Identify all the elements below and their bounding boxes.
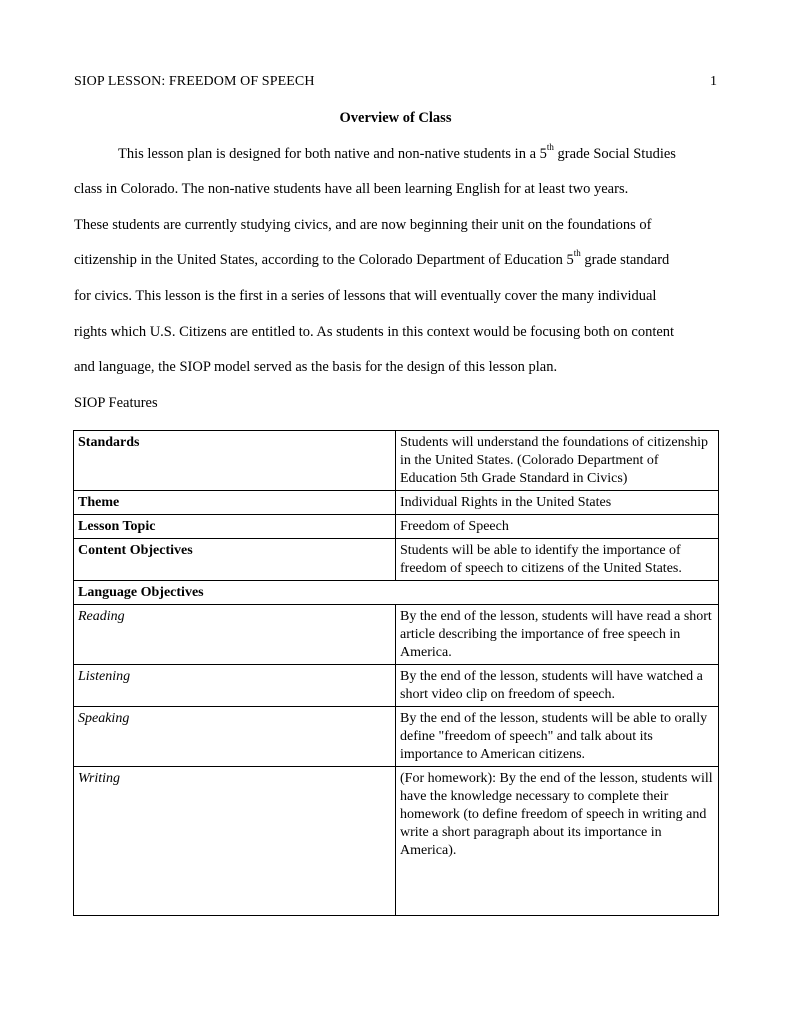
table-row [74,581,719,605]
running-title: SIOP LESSON: FREEDOM OF SPEECH [74,74,315,89]
row-value: Students will understand the foundations of citizenship in the United States. (Colorado Department of Education 5th Grade Standard in Civics) [396,431,719,491]
row-label: Listening [74,665,396,707]
row-value: By the end of the lesson, students will have watched a short video clip on freedom of speech. [396,665,719,707]
row-value: Freedom of Speech [396,515,719,539]
row-label: Writing [74,767,396,916]
line-text: citizenship in the United States, according to the Colorado Department of Education 5 [74,252,574,268]
row-value: Students will be able to identify the importance of freedom of speech to citizens of the United States. [396,539,719,581]
superscript: th [573,248,581,259]
row-value: Individual Rights in the United States [396,491,719,515]
row-label: Standards [74,431,396,491]
paragraph-line: class in Colorado. The non-native students have all been learning English for at least two years. [74,181,629,197]
row-label: Content Objectives [74,539,396,581]
row-label: Speaking [74,707,396,767]
table-row [74,605,719,665]
page-number: 1 [710,74,717,89]
paragraph-line [118,142,676,163]
row-label: Theme [74,491,396,515]
row-value: By the end of the lesson, students will have read a short article describing the importance of free speech in America. [396,605,719,665]
section-heading: Overview of Class [339,110,452,126]
table-row [74,665,719,707]
line-text: grade standard [580,252,670,268]
table-row [74,431,719,491]
row-value: (For homework): By the end of the lesson, students will have the knowledge necessary to complete their homework (to define freedom of speech in writing and write a short paragraph about its importance in America). [396,767,719,916]
section-row-label: Language Objectives [74,581,719,605]
table-row [74,767,719,916]
paragraph-line [74,248,670,269]
paragraph-line: rights which U.S. Citizens are entitled to. As students in this context would be focusing both on content [74,324,675,340]
paragraph-line: These students are currently studying civics, and are now beginning their unit on the foundations of [74,217,652,233]
table-row [74,707,719,767]
table-row [74,539,719,581]
row-label: Reading [74,605,396,665]
siop-features-label: SIOP Features [74,395,158,411]
table-row [74,515,719,539]
paragraph-line: and language, the SIOP model served as the basis for the design of this lesson plan. [74,359,558,375]
paragraph-line: for civics. This lesson is the first in a series of lessons that will eventually cover the many individual [74,288,657,304]
superscript: th [546,142,554,153]
row-label: Lesson Topic [74,515,396,539]
siop-features-table [73,430,719,916]
line-text: This lesson plan is designed for both native and non-native students in a 5 [118,146,547,162]
line-text: grade Social Studies [553,146,676,162]
table-row [74,491,719,515]
row-value: By the end of the lesson, students will be able to orally define "freedom of speech" and talk about its importance to American citizens. [396,707,719,767]
